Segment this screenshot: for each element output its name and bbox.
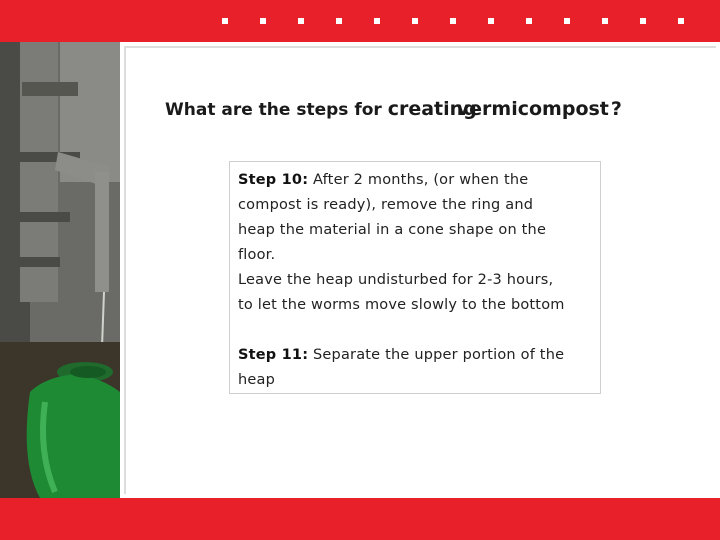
photo-hand-pump-and-green-pot xyxy=(0,42,120,498)
dot-icon xyxy=(260,18,266,24)
dot-icon xyxy=(564,18,570,24)
step10-text-4: floor. xyxy=(238,247,276,263)
step11-label: Step 11 xyxy=(238,347,303,363)
dot-icon xyxy=(678,18,684,24)
title-word-vermicompost: vermicompost xyxy=(456,98,609,120)
dot-icon xyxy=(526,18,532,24)
step10-text-5: Leave the heap undisturbed for 2-3 hours, xyxy=(238,272,554,288)
dot-icon xyxy=(640,18,646,24)
step11-colon: : xyxy=(302,347,309,363)
step11-line-1 xyxy=(238,347,564,363)
title-question-mark: ? xyxy=(610,98,622,120)
dot-icon xyxy=(298,18,304,24)
step10-text-6: to let the worms move slowly to the bottom xyxy=(238,297,565,313)
step10-label: Step 10 xyxy=(238,172,303,188)
dot-icon xyxy=(374,18,380,24)
title-word-creating: creating xyxy=(387,98,477,120)
step10-text-3: heap the material in a cone shape on the xyxy=(238,222,547,238)
dot-icon xyxy=(450,18,456,24)
bottom-red-band xyxy=(0,498,720,540)
slide-title xyxy=(165,98,685,128)
title-prefix: What are the steps for xyxy=(165,100,388,120)
step10-text-1: After 2 months, (or when the xyxy=(313,172,529,188)
step10-text-2: compost is ready), remove the ring and xyxy=(238,197,534,213)
decorative-dots xyxy=(222,18,702,24)
step10-colon: : xyxy=(302,172,309,188)
step10-line-1 xyxy=(238,172,528,188)
photo-illustration xyxy=(0,42,120,498)
step11-text-1: Separate the upper portion of the xyxy=(313,347,565,363)
dot-icon xyxy=(222,18,228,24)
top-red-band xyxy=(0,0,720,42)
step11-text-2: heap xyxy=(238,372,276,388)
dot-icon xyxy=(488,18,494,24)
dot-icon xyxy=(336,18,342,24)
dot-icon xyxy=(412,18,418,24)
steps-textbox xyxy=(229,161,601,394)
dot-icon xyxy=(602,18,608,24)
